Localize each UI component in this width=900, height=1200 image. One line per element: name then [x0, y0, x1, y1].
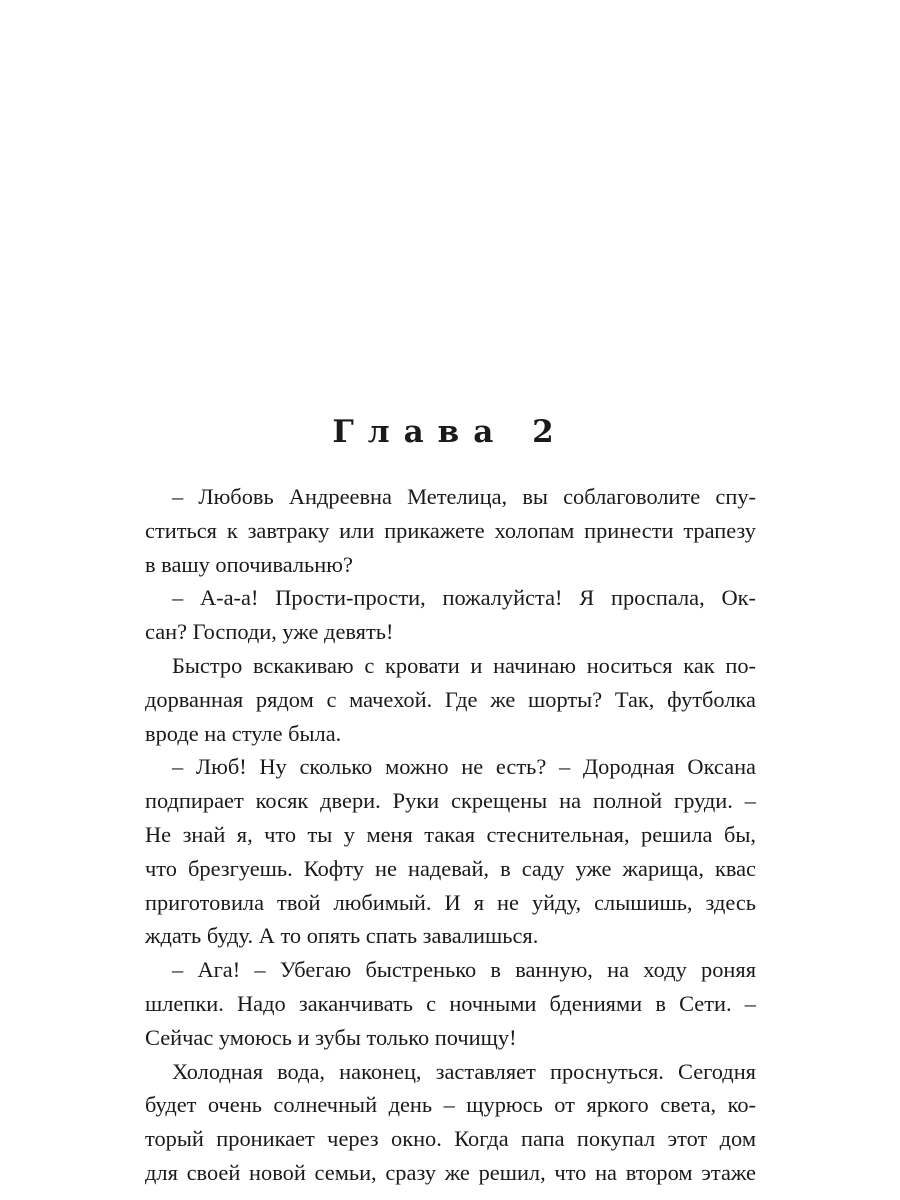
- text-line: приготовила твой любимый. И я не уйду, слышишь, здесь: [145, 889, 756, 915]
- text-line: Сейчас умоюсь и зубы только почищу!: [145, 1024, 517, 1050]
- text-line: – Люб! Ну сколько можно не есть? – Дородная Оксана: [172, 754, 756, 780]
- text-line: торый проникает через окно. Когда папа покупал этот дом: [145, 1126, 756, 1152]
- text-line: Холодная вода, наконец, заставляет проснуться. Сегодня: [172, 1058, 756, 1084]
- text-line: дорванная рядом с мачехой. Где же шорты? Так, футболка: [145, 686, 756, 712]
- text-line: Быстро вскакиваю с кровати и начинаю носиться как по-: [172, 652, 756, 678]
- text-line: будет очень солнечный день – щурюсь от яркого света, ко-: [145, 1092, 756, 1118]
- text-line: в вашу опочивальню?: [145, 551, 353, 577]
- text-line: для своей новой семьи, сразу же решил, что на втором этаже: [145, 1159, 756, 1185]
- text-line: – А-а-а! Прости-прости, пожалуйста! Я проспала, Ок-: [172, 585, 756, 611]
- text-line: – Ага! – Убегаю быстренько в ванную, на ходу роняя: [172, 957, 756, 983]
- text-line: вроде на стуле была.: [145, 720, 342, 746]
- body-text: [145, 480, 756, 1190]
- text-line: что брезгуешь. Кофту не надевай, в саду уже жарища, квас: [145, 855, 756, 881]
- chapter-title: Глава 2: [332, 414, 568, 450]
- text-line: – Любовь Андреевна Метелица, вы соблаговолите спу-: [172, 484, 756, 509]
- text-line: шлепки. Надо заканчивать с ночными бдениями в Сети. –: [145, 990, 756, 1016]
- text-line: сан? Господи, уже девять!: [145, 619, 394, 645]
- text-line: ститься к завтраку или прикажете холопам принести трапезу: [145, 517, 756, 543]
- text-line: ждать буду. А то опять спать завалишься.: [145, 923, 539, 949]
- text-line: Не знай я, что ты у меня такая стеснительная, решила бы,: [145, 821, 756, 847]
- text-line: подпирает косяк двери. Руки скрещены на полной груди. –: [145, 788, 756, 814]
